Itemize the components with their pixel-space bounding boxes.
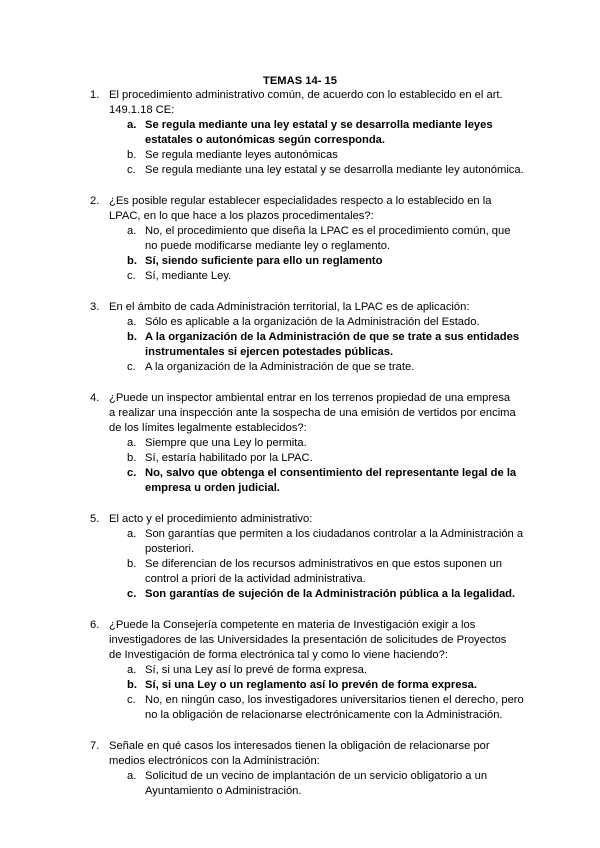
option-letter: b. [127,255,137,267]
question-1 [0,88,600,178]
option-letter: b. [127,331,137,343]
option-list [0,769,600,799]
question-text: ¿Puede la Consejería competente en materia de Investigación exigir a los investigadores de las Universidades la presentación de solicitudes de Proyectos de Investigación de forma electrónica tal y como lo viene haciendo?: [109,619,507,661]
option-list [0,527,600,602]
option-letter: a. [127,316,137,328]
question-number: 6. [90,619,100,631]
option-letter: b. [127,452,137,464]
option-a [0,315,600,330]
option-text: Sí, mediante Ley. [145,270,232,282]
option-letter: a. [127,770,137,782]
option-letter: c. [127,467,137,479]
question-5 [0,512,600,602]
option-list [0,436,600,496]
option-text: Se regula mediante leyes autonómicas [145,149,338,161]
option-c [0,269,600,284]
question-3 [0,300,600,375]
option-letter: a. [127,119,137,131]
question-list [0,88,600,815]
option-text: A la organización de la Administración de que se trate. [145,361,415,373]
question-7 [0,739,600,799]
option-c-correct [0,587,600,602]
option-text: Se regula mediante una ley estatal y se desarrolla mediante leyes estatales o autonómicas según corresponda. [145,119,493,146]
option-letter: c. [127,164,136,176]
option-text: Sí, si una Ley o un reglamento así lo prevén de forma expresa. [145,679,478,691]
question-number: 3. [90,301,100,313]
option-letter: a. [127,528,137,540]
question-text: El procedimiento administrativo común, de acuerdo con lo establecido en el art. 149.1.18 CE: [109,89,503,116]
option-letter: c. [127,270,136,282]
option-letter: a. [127,664,137,676]
option-c [0,693,600,723]
option-text: Sí, siendo suficiente para ello un reglamento [145,255,383,267]
question-6 [0,618,600,723]
option-a [0,527,600,557]
option-b-correct [0,330,600,360]
option-text: No, en ningún caso, los investigadores universitarios tienen el derecho, pero no la obligación de relacionarse electrónicamente con la Administración. [145,694,524,721]
option-a [0,663,600,678]
option-list [0,224,600,284]
option-letter: c. [127,361,136,373]
question-number: 7. [90,740,100,752]
option-list [0,663,600,723]
option-list [0,118,600,178]
option-list [0,315,600,375]
option-letter: a. [127,225,137,237]
option-text: Siempre que una Ley lo permita. [145,437,307,449]
option-text: Sólo es aplicable a la organización de la Administración del Estado. [145,316,480,328]
option-letter: b. [127,149,137,161]
question-text: En el ámbito de cada Administración territorial, la LPAC es de aplicación: [109,301,470,313]
option-letter: c. [127,694,136,706]
option-a-correct [0,118,600,148]
question-number: 1. [90,89,100,101]
question-number: 4. [90,392,100,404]
option-text: Son garantías de sujeción de la Administración pública a la legalidad. [145,588,516,600]
question-text: ¿Es posible regular establecer especialidades respecto a lo establecido en la LPAC, en lo que hace a los plazos procedimentales?: [109,195,492,222]
option-c [0,163,600,178]
question-text: El acto y el procedimiento administrativo: [109,513,313,525]
option-c [0,360,600,375]
option-text: Se regula mediante una ley estatal y se desarrolla mediante ley autonómica. [145,164,524,176]
option-text: No, salvo que obtenga el consentimiento del representante legal de la empresa u orden judicial. [145,467,517,494]
question-2 [0,194,600,284]
question-4 [0,391,600,496]
document-title: TEMAS 14- 15 [263,75,337,87]
option-b [0,451,600,466]
option-b-correct [0,254,600,269]
option-b [0,557,600,587]
option-text: Son garantías que permiten a los ciudadanos controlar a la Administración a posteriori. [145,528,524,555]
option-a [0,769,600,799]
option-text: Se diferencian de los recursos administrativos en que estos suponen un control a priori de la actividad administrativa. [145,558,502,585]
option-text: No, el procedimiento que diseña la LPAC es el procedimiento común, que no puede modificarse mediante ley o reglamento. [145,225,511,252]
question-number: 5. [90,513,100,525]
option-letter: b. [127,558,137,570]
option-letter: a. [127,437,137,449]
option-b-correct [0,678,600,693]
option-c-correct [0,466,600,496]
option-letter: c. [127,588,137,600]
option-text: Solicitud de un vecino de implantación de un servicio obligatorio a un Ayuntamiento o Administración. [145,770,488,797]
question-text: ¿Puede un inspector ambiental entrar en los terrenos propiedad de una empresa a realizar una inspección ante la sospecha de una emisión de vertidos por encima de los límites legalmente establecidos?: [109,392,516,434]
option-letter: b. [127,679,137,691]
option-text: Sí, si una Ley así lo prevé de forma expresa. [145,664,368,676]
question-number: 2. [90,195,100,207]
option-a [0,436,600,451]
option-text: Sí, estaría habilitado por la LPAC. [145,452,313,464]
option-b [0,148,600,163]
option-a [0,224,600,254]
option-text: A la organización de la Administración de que se trate a sus entidades instrumentales si ejercen potestades públicas. [145,331,520,358]
question-text: Señale en qué casos los interesados tienen la obligación de relacionarse por medios electrónicos con la Administración: [109,740,490,767]
